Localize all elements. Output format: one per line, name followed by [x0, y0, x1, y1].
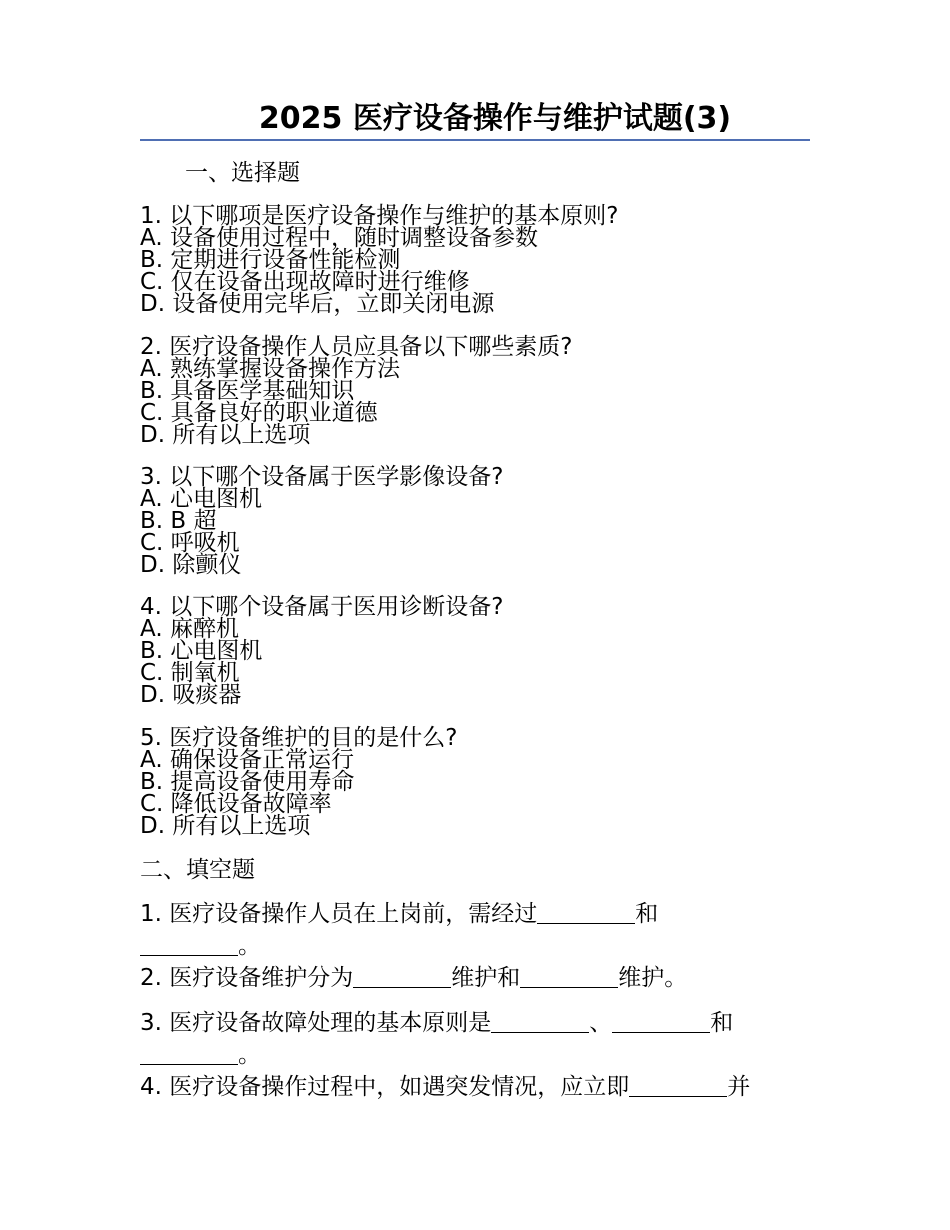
question-text: 1. 以下哪项是医疗设备操作与维护的基本原则? [140, 203, 619, 229]
question-text: 和 [710, 1010, 734, 1036]
question-text: 5. 医疗设备维护的目的是什么? [140, 725, 458, 751]
choice-question-2 [140, 336, 820, 446]
answer-blank [520, 963, 618, 988]
option-d: D. 所有以上选项 [140, 422, 311, 448]
option-a: A. 熟练掌握设备操作方法 [140, 356, 400, 382]
question-text: 、 [589, 1010, 613, 1036]
question-text: 4. 医疗设备操作过程中，如遇突发情况，应立即 [140, 1074, 630, 1100]
answer-blank [353, 963, 451, 988]
choice-question-5 [140, 727, 820, 837]
option-d: D. 设备使用完毕后，立即关闭电源 [140, 291, 495, 317]
question-text: 维护和 [451, 965, 521, 991]
option-d: D. 除颤仪 [140, 552, 242, 578]
option-c: C. 制氧机 [140, 660, 240, 686]
option-a: A. 确保设备正常运行 [140, 747, 354, 773]
option-b: B. 心电图机 [140, 638, 263, 664]
option-c: C. 具备良好的职业道德 [140, 400, 378, 426]
fill-question-3 [140, 1007, 820, 1071]
option-d: D. 所有以上选项 [140, 813, 311, 839]
option-a: A. 麻醉机 [140, 616, 239, 642]
option-c: C. 呼吸机 [140, 530, 240, 556]
answer-blank [612, 1008, 710, 1033]
answer-blank [140, 931, 238, 956]
question-text: 维护。 [618, 965, 688, 991]
option-a: A. 心电图机 [140, 486, 262, 512]
section-heading-choice: 一、选择题 [185, 160, 300, 186]
question-text: 和 [635, 901, 659, 927]
question-text: 2. 医疗设备操作人员应具备以下哪些素质? [140, 334, 573, 360]
fill-question-1 [140, 898, 820, 962]
question-text: 3. 以下哪个设备属于医学影像设备? [140, 464, 504, 490]
option-b: B. 具备医学基础知识 [140, 378, 355, 404]
question-text: 2. 医疗设备维护分为 [140, 965, 354, 991]
answer-blank [491, 1008, 589, 1033]
option-b: B. 提高设备使用寿命 [140, 769, 355, 795]
option-c: C. 仅在设备出现故障时进行维修 [140, 269, 470, 295]
choice-question-1 [140, 205, 820, 315]
answer-blank [629, 1072, 727, 1097]
option-b: B. B 超 [140, 508, 217, 534]
title-underline [140, 139, 810, 141]
fill-question-2 [140, 962, 820, 994]
question-text: 4. 以下哪个设备属于医用诊断设备? [140, 594, 504, 620]
option-d: D. 吸痰器 [140, 682, 242, 708]
answer-blank [537, 899, 635, 924]
fill-question-4 [140, 1071, 820, 1103]
question-text: 3. 医疗设备故障处理的基本原则是 [140, 1010, 492, 1036]
option-a: A. 设备使用过程中，随时调整设备参数 [140, 225, 538, 251]
section-heading-fill: 二、填空题 [140, 857, 255, 883]
question-text: 并 [727, 1074, 751, 1100]
option-c: C. 降低设备故障率 [140, 791, 332, 817]
choice-question-3 [140, 466, 820, 576]
question-text: 。 [238, 1042, 261, 1068]
document-title: 2025 医疗设备操作与维护试题(3) [258, 101, 732, 136]
question-text: 。 [238, 933, 261, 959]
choice-question-4 [140, 596, 820, 706]
answer-blank [140, 1040, 238, 1065]
question-text: 1. 医疗设备操作人员在上岗前，需经过 [140, 901, 538, 927]
option-b: B. 定期进行设备性能检测 [140, 247, 401, 273]
